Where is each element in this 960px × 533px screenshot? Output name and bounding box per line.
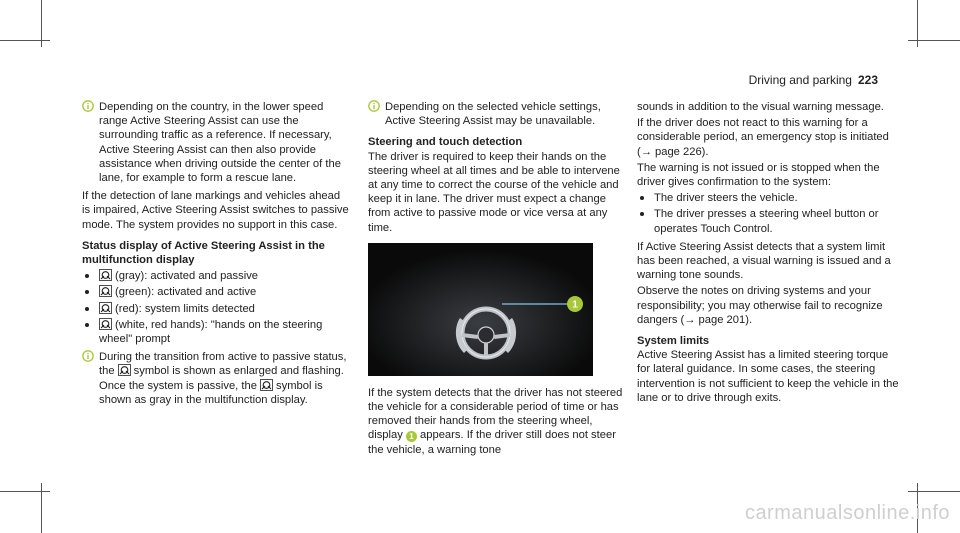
list-item: The driver steers the vehicle. bbox=[637, 191, 899, 205]
section-title: Driving and parking bbox=[748, 73, 852, 87]
paragraph-emergency-stop: If the driver does not react to this warning for a considerable period, an emergency stop is initiated (→ page 226). bbox=[637, 117, 889, 158]
note-settings: Depending on the selected vehicle settings, Active Steering Assist may be unavailable. bbox=[368, 100, 626, 128]
crop-mark bbox=[0, 491, 50, 492]
paragraph-observe-notes: Observe the notes on driving systems and your responsibility; you may otherwise fail to recognize dangers (→ page 201). bbox=[637, 285, 883, 326]
page-header bbox=[749, 73, 878, 87]
paragraph-warning-message: sounds in addition to the visual warning message. bbox=[637, 101, 884, 113]
paragraph-display-appears: If the system detects that the driver has not steered the vehicle for a considerable period of time or has removed their hands from the steering wheel, display 1 appears. If the driver still does not steer the vehicle, a warning tone bbox=[368, 386, 623, 456]
watermark: carmanualsonline.info bbox=[744, 502, 950, 524]
paragraph-steering-torque: Active Steering Assist has a limited steering torque for lateral guidance. In some cases, the steering intervention is not sufficient to keep the vehicle in the lane or to drive through exits. bbox=[637, 349, 899, 404]
steering-wheel-icon bbox=[99, 318, 112, 330]
page-number: 223 bbox=[857, 73, 878, 87]
confirmation-list bbox=[637, 191, 899, 236]
heading-touch-detection: Steering and touch detection bbox=[368, 136, 523, 149]
note-text: Depending on the country, in the lower speed range Active Steering Assist can use the surrounding traffic as a reference. If necessary, Active Steering Assist can then also provide assistance when driving outside the center of the lane, for example to form a rescue lane. bbox=[99, 101, 341, 185]
column-1 bbox=[82, 100, 350, 411]
steering-wheel-icon bbox=[99, 285, 112, 297]
list-item: (red): system limits detected bbox=[82, 302, 350, 316]
steering-wheel-icon bbox=[260, 379, 273, 391]
heading-status-display: Status display of Active Steering Assist in the multifunction display bbox=[82, 239, 325, 267]
paragraph-confirmation: The warning is not issued or is stopped when the driver gives confirmation to the system: bbox=[637, 161, 880, 189]
status-list bbox=[82, 269, 350, 346]
list-item: (white, red hands): "hands on the steering wheel" prompt bbox=[82, 318, 350, 346]
crop-mark bbox=[908, 40, 960, 41]
column-3 bbox=[637, 100, 899, 407]
list-item: (green): activated and active bbox=[82, 285, 350, 299]
note-transition: During the transition from active to passive status, the symbol is shown as enlarged and flashing. Once the system is passive, the symbol is shown as gray in the multifunction display. bbox=[82, 350, 350, 407]
callout-number: 1 bbox=[572, 299, 578, 311]
steering-wheel-icon bbox=[99, 302, 112, 314]
paragraph-lane-detection: If the detection of lane markings and vehicles ahead is impaired, Active Steering Assist switches to passive mode. The system provides no support in this case. bbox=[82, 190, 349, 231]
note-country bbox=[82, 100, 350, 185]
steering-wheel-icon bbox=[99, 269, 112, 281]
column-2 bbox=[368, 100, 626, 459]
note-icon bbox=[368, 100, 380, 116]
list-item: The driver presses a steering wheel button or operates Touch Control. bbox=[637, 207, 899, 235]
callout-badge-inline: 1 bbox=[406, 431, 417, 442]
crop-mark bbox=[0, 40, 50, 41]
display-illustration bbox=[368, 243, 593, 376]
paragraph-hands-on: The driver is required to keep their hands on the steering wheel at all times and be able to intervene at any time to correct the course of the vehicle and keep it in lane. The driver must expect a change from active to passive mode or vice versa at any time. bbox=[368, 150, 620, 234]
crop-mark bbox=[908, 491, 960, 492]
heading-system-limits: System limits bbox=[637, 335, 710, 348]
steering-wheel-icon bbox=[118, 364, 131, 376]
note-icon bbox=[82, 350, 94, 366]
note-icon bbox=[82, 100, 94, 116]
list-item: (gray): activated and passive bbox=[82, 269, 350, 283]
paragraph-system-limit: If Active Steering Assist detects that a system limit has been reached, a visual warning is issued and a warning tone sounds. bbox=[637, 240, 891, 282]
